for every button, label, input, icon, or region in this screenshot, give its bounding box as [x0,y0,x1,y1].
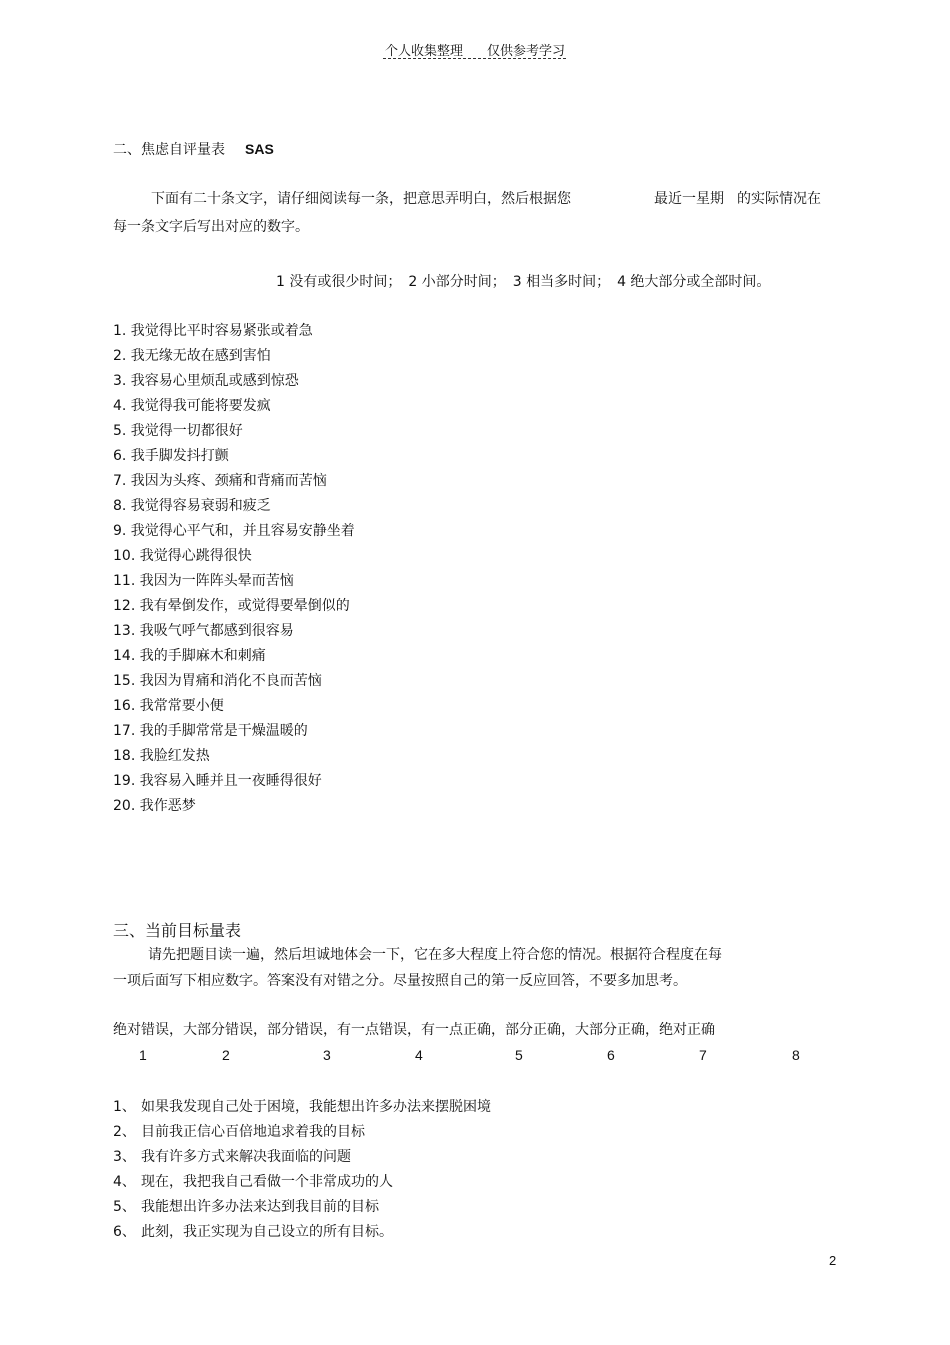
sas-item: 15. 我因为胃痛和消化不良而苦恼 [113,673,322,689]
goal-item-number: 4、 [113,1174,136,1190]
section2-title [113,139,274,159]
goal-item-text: 我有许多方式来解决我面临的问题 [141,1149,351,1165]
sas-item: 14. 我的手脚麻木和刺痛 [113,648,266,664]
goal-item-number: 6、 [113,1224,136,1240]
sas-item: 2. 我无缘无故在感到害怕 [113,348,271,364]
section3-intro-line1: 请先把题目读一遍，然后坦诚地体会一下，它在多大程度上符合您的情况。根据符合程度在每 [148,947,722,963]
sas-item: 19. 我容易入睡并且一夜睡得很好 [113,773,322,789]
sas-item: 11. 我因为一阵阵头晕而苦恼 [113,573,294,589]
sas-item: 12. 我有晕倒发作，或觉得要晕倒似的 [113,598,350,614]
sas-item: 6. 我手脚发抖打颤 [113,448,229,464]
section2-intro-c: 的实际情况在 [737,191,821,207]
page-number: 2 [829,1253,837,1268]
scale-number: 1 [139,1047,147,1063]
sas-item: 8. 我觉得容易衰弱和疲乏 [113,498,271,514]
goal-item-text: 现在，我把我自己看做一个非常成功的人 [141,1174,393,1190]
scale-number: 3 [323,1047,331,1063]
section2-scale: 1 没有或很少时间； 2 小部分时间； 3 相当多时间； 4 绝大部分或全部时间。 [276,274,771,290]
sas-item: 18. 我脸红发热 [113,748,210,764]
scale-number: 4 [415,1047,423,1063]
header-right-text: 仅供参考学习 [487,44,566,59]
section3-intro-line2: 一项后面写下相应数字。答案没有对错之分。尽量按照自己的第一反应回答，不要多加思考。 [113,973,687,989]
sas-item: 13. 我吸气呼气都感到很容易 [113,623,294,639]
sas-item: 4. 我觉得我可能将要发疯 [113,398,271,414]
goal-item-number: 3、 [113,1149,136,1165]
goal-item-number: 5、 [113,1199,136,1215]
scale-number: 6 [607,1047,615,1063]
sas-item: 10. 我觉得心跳得很快 [113,548,252,564]
sas-item: 1. 我觉得比平时容易紧张或着急 [113,323,313,339]
goal-item-number: 2、 [113,1124,136,1140]
header-rule [383,58,566,59]
sas-item: 17. 我的手脚常常是干燥温暖的 [113,723,308,739]
section2-title-code: SAS [245,141,274,157]
sas-item: 9. 我觉得心平气和，并且容易安静坐着 [113,523,355,539]
goal-item-text: 此刻，我正实现为自己设立的所有目标。 [141,1224,393,1240]
goal-item-text: 目前我正信心百倍地追求着我的目标 [141,1124,365,1140]
section2-intro-a: 下面有二十条文字，请仔细阅读每一条，把意思弄明白，然后根据您 [151,191,571,207]
sas-item: 3. 我容易心里烦乱或感到惊恐 [113,373,299,389]
section3-scale-labels: 绝对错误，大部分错误，部分错误，有一点错误，有一点正确，部分正确，大部分正确，绝对正确 [113,1022,715,1038]
page-header [0,40,950,59]
goal-item-text: 我能想出许多办法来达到我目前的目标 [141,1199,379,1215]
goal-item-text: 如果我发现自己处于困境，我能想出许多办法来摆脱困境 [141,1099,491,1115]
goal-item-number: 1、 [113,1099,136,1115]
header-left-text: 个人收集整理 [384,44,463,59]
section3-title: 三、当前目标量表 [113,921,242,940]
scale-number: 7 [699,1047,707,1063]
section2-intro-b: 最近一星期 [654,191,724,207]
scale-number: 2 [222,1047,230,1063]
scale-number: 5 [515,1047,523,1063]
sas-item: 7. 我因为头疼、颈痛和背痛而苦恼 [113,473,327,489]
sas-item: 20. 我作恶梦 [113,798,196,814]
section2-intro-line2: 每一条文字后写出对应的数字。 [113,219,309,235]
section2-title-text: 二、焦虑自评量表 [113,142,225,158]
sas-item: 16. 我常常要小便 [113,698,224,714]
sas-item: 5. 我觉得一切都很好 [113,423,243,439]
scale-number: 8 [792,1047,800,1063]
